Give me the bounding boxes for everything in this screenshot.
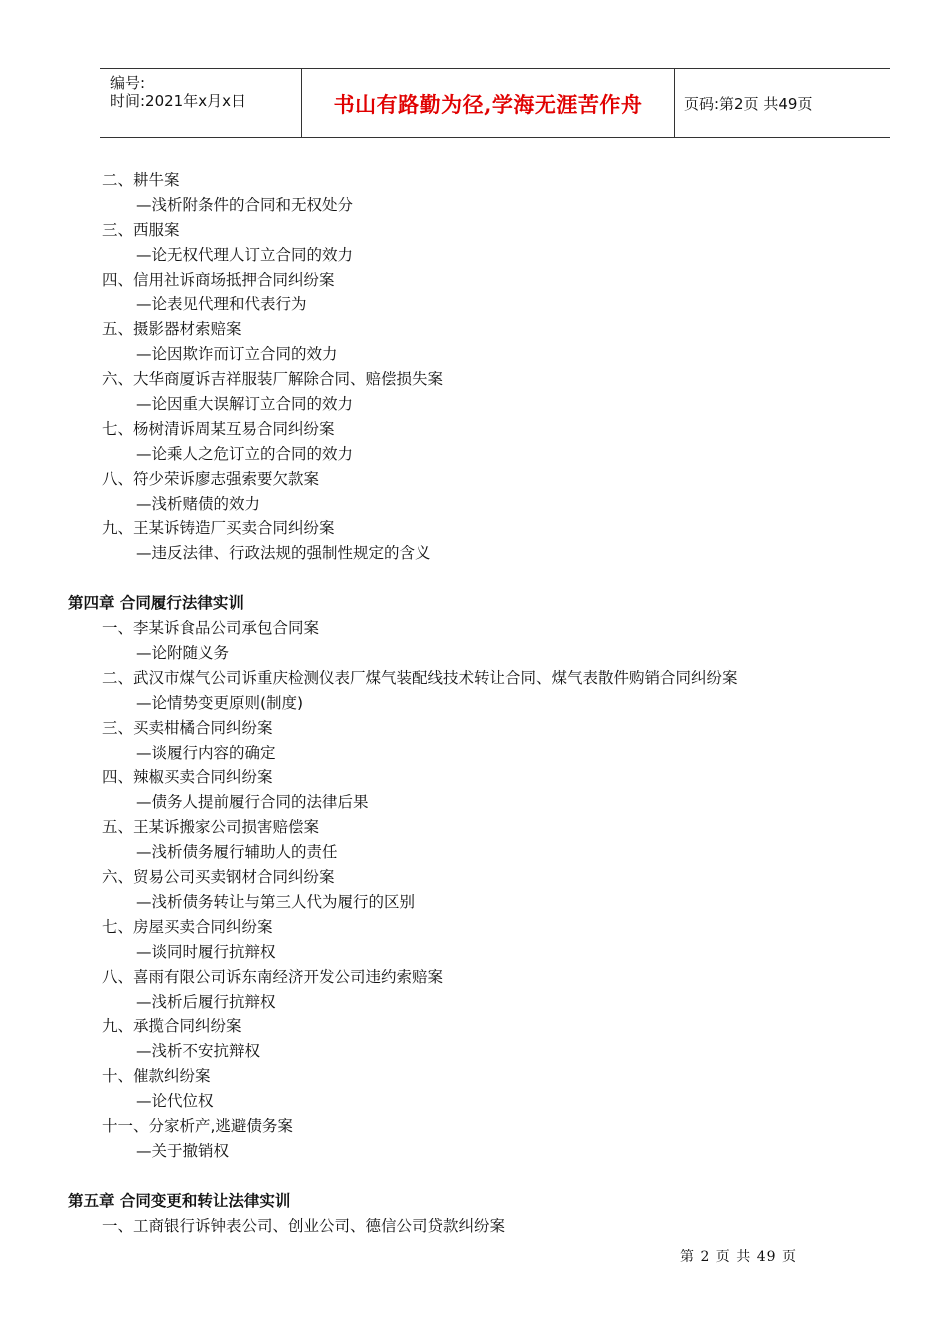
case-subtitle: —论情势变更原则(制度) [136,693,304,712]
case-title: 十、催款纠纷案 [102,1067,211,1086]
case-subtitle: —论附随义务 [136,644,230,663]
case-subtitle: —浅析债务转让与第三人代为履行的区别 [136,892,416,911]
chapter-heading: 第五章 合同变更和转让法律实训 [68,1191,291,1210]
case-title: 四、辣椒买卖合同纠纷案 [102,768,273,787]
case-title: 四、信用社诉商场抵押合同纠纷案 [102,270,335,289]
page-header [100,68,890,138]
case-subtitle: —论乘人之危订立的合同的效力 [136,444,354,463]
case-subtitle: —债务人提前履行合同的法律后果 [136,793,369,812]
section-gap [0,1164,950,1189]
case-subtitle: —浅析附条件的合同和无权处分 [136,195,354,214]
case-subtitle: —浅析赌债的效力 [136,494,261,513]
table-of-contents [0,168,950,1239]
case-title: 六、大华商厦诉吉祥服装厂解除合同、赔偿损失案 [102,370,444,389]
motto-text: 书山有路勤为径,学海无涯苦作舟 [333,92,643,117]
case-subtitle: —论无权代理人订立合同的效力 [136,245,354,264]
case-title: 五、摄影器材索赔案 [102,320,242,339]
case-subtitle: —浅析后履行抗辩权 [136,992,276,1011]
case-subtitle: —论代位权 [136,1092,214,1111]
chapter-heading: 第四章 合同履行法律实训 [68,594,244,613]
page-footer: 第 2 页 共 49 页 [680,1249,797,1265]
case-title: 九、承揽合同纠纷案 [102,1017,242,1036]
section-gap [0,566,950,591]
header-meta-cell [100,69,302,137]
case-title: 一、工商银行诉钟表公司、创业公司、德信公司贷款纠纷案 [102,1216,506,1235]
case-title: 十一、分家析产,逃避债务案 [102,1116,293,1135]
case-title: 一、李某诉食品公司承包合同案 [102,619,320,638]
case-title: 二、武汉市煤气公司诉重庆检测仪表厂煤气装配线技术转让合同、煤气表散件购销合同纠纷案 [102,668,738,687]
case-title: 六、贸易公司买卖钢材合同纠纷案 [102,868,335,887]
case-title: 五、王某诉搬家公司损害赔偿案 [102,818,320,837]
case-subtitle: —谈履行内容的确定 [136,743,276,762]
case-title: 八、喜雨有限公司诉东南经济开发公司违约索赔案 [102,967,444,986]
case-subtitle: —关于撤销权 [136,1141,230,1160]
case-title: 八、符少荣诉廖志强索要欠款案 [102,469,320,488]
date-label: 时间:2021年x月x日 [110,92,246,110]
page-info: 页码:第2页 共49页 [684,95,813,113]
case-title: 七、杨树清诉周某互易合同纠纷案 [102,419,335,438]
case-subtitle: —论表见代理和代表行为 [136,295,307,314]
case-title: 三、买卖柑橘合同纠纷案 [102,718,273,737]
case-subtitle: —违反法律、行政法规的强制性规定的含义 [136,544,431,563]
case-subtitle: —谈同时履行抗辩权 [136,942,276,961]
header-page-cell [675,69,890,137]
case-subtitle: —浅析不安抗辩权 [136,1042,261,1061]
case-subtitle: —论因欺诈而订立合同的效力 [136,345,338,364]
case-title: 九、王某诉铸造厂买卖合同纠纷案 [102,519,335,538]
case-title: 三、西服案 [102,220,180,239]
case-subtitle: —论因重大误解订立合同的效力 [136,395,354,414]
case-title: 七、房屋买卖合同纠纷案 [102,917,273,936]
number-label: 编号: [110,74,146,92]
case-subtitle: —浅析债务履行辅助人的责任 [136,843,338,862]
header-motto-cell [302,69,675,137]
case-title: 二、耕牛案 [102,171,180,189]
